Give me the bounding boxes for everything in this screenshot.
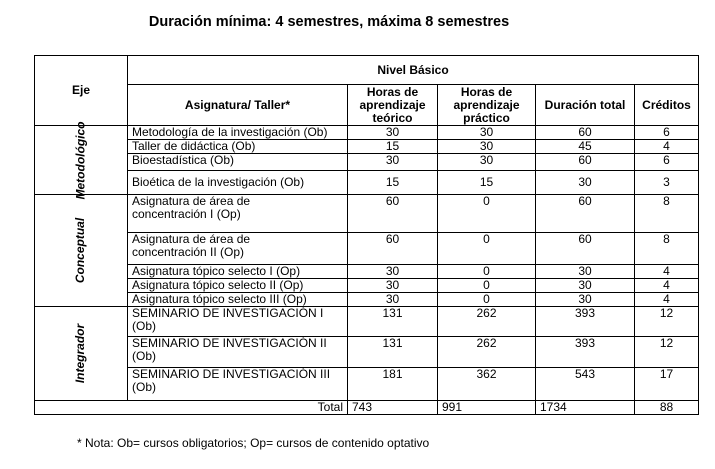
level-header: Nivel Básico <box>128 56 699 85</box>
eje-label: Conceptual <box>73 217 88 284</box>
table-row <box>35 233 699 265</box>
table-row <box>35 307 699 337</box>
table-row <box>35 279 699 293</box>
duration-cell: 393 <box>536 307 635 337</box>
theory-cell: 30 <box>348 279 438 293</box>
duration-cell: 543 <box>536 368 635 401</box>
duration-cell: 30 <box>536 293 635 307</box>
credits-cell: 4 <box>635 265 699 279</box>
total-row <box>35 401 699 415</box>
theory-cell: 30 <box>348 126 438 140</box>
theory-cell: 30 <box>348 154 438 171</box>
theory-cell: 181 <box>348 368 438 401</box>
theory-cell: 60 <box>348 195 438 233</box>
practice-header: Horas de aprendizaje práctico <box>438 85 536 126</box>
subject-text: SEMINARIO DE INVESTIGACIÓN II (Ob) <box>132 336 327 363</box>
subject-text: Asignatura de área de concentración II (Op) <box>132 232 251 259</box>
credits-cell: 8 <box>635 233 699 265</box>
practice-cell: 0 <box>438 265 536 279</box>
subject-cell: Bioética de la investigación (Ob) <box>128 171 348 195</box>
subject-cell <box>128 307 348 337</box>
practice-cell: 0 <box>438 195 536 233</box>
subject-cell <box>128 368 348 401</box>
table-row <box>35 126 699 140</box>
duration-cell: 60 <box>536 126 635 140</box>
total-theory: 743 <box>348 401 438 415</box>
eje-header: Eje <box>35 56 128 126</box>
subject-cell <box>128 233 348 265</box>
subject-cell: Metodología de la investigación (Ob) <box>128 126 348 140</box>
eje-cell <box>35 195 128 307</box>
subject-text: Asignatura de área de concentración I (Op) <box>132 194 251 221</box>
duration-cell: 60 <box>536 195 635 233</box>
total-practice: 991 <box>438 401 536 415</box>
duration-cell: 30 <box>536 279 635 293</box>
subject-cell <box>128 195 348 233</box>
credits-cell: 4 <box>635 293 699 307</box>
subject-cell: Taller de didáctica (Ob) <box>128 140 348 154</box>
eje-label: Metodológico <box>73 121 88 199</box>
eje-cell <box>35 307 128 401</box>
practice-cell: 362 <box>438 368 536 401</box>
theory-header: Horas de aprendizaje teórico <box>348 85 438 126</box>
table-row <box>35 195 699 233</box>
credits-cell: 6 <box>635 126 699 140</box>
credits-cell: 12 <box>635 307 699 337</box>
practice-cell: 30 <box>438 126 536 140</box>
duration-cell: 30 <box>536 171 635 195</box>
theory-cell: 15 <box>348 171 438 195</box>
practice-cell: 0 <box>438 279 536 293</box>
credits-cell: 4 <box>635 279 699 293</box>
subject-cell: Asignatura tópico selecto III (Op) <box>128 293 348 307</box>
duration-cell: 393 <box>536 337 635 368</box>
practice-cell: 0 <box>438 233 536 265</box>
table-row <box>35 293 699 307</box>
duration-cell: 45 <box>536 140 635 154</box>
subject-cell <box>128 337 348 368</box>
table-row <box>35 140 699 154</box>
credits-cell: 3 <box>635 171 699 195</box>
theory-cell: 15 <box>348 140 438 154</box>
duration-cell: 60 <box>536 233 635 265</box>
total-duration: 1734 <box>536 401 635 415</box>
practice-cell: 262 <box>438 337 536 368</box>
credits-cell: 12 <box>635 337 699 368</box>
credits-cell: 6 <box>635 154 699 171</box>
table-row <box>35 337 699 368</box>
theory-cell: 131 <box>348 337 438 368</box>
total-label: Total <box>35 401 348 415</box>
subject-cell: Bioestadística (Ob) <box>128 154 348 171</box>
credits-cell: 8 <box>635 195 699 233</box>
practice-cell: 15 <box>438 171 536 195</box>
table-row <box>35 368 699 401</box>
theory-cell: 60 <box>348 233 438 265</box>
page-title: Duración mínima: 4 semestres, máxima 8 semestres <box>148 14 510 30</box>
practice-cell: 0 <box>438 293 536 307</box>
total-credits: 88 <box>635 401 699 415</box>
eje-label: Integrador <box>73 323 88 384</box>
table-row <box>35 171 699 195</box>
subject-header: Asignatura/ Taller* <box>128 85 348 126</box>
footnote: * Nota: Ob= cursos obligatorios; Op= cursos de contenido optativo <box>77 436 430 450</box>
practice-cell: 30 <box>438 154 536 171</box>
subject-text: SEMINARIO DE INVESTIGACIÓN III (Ob) <box>132 367 331 394</box>
table-row <box>35 265 699 279</box>
credits-cell: 4 <box>635 140 699 154</box>
curriculum-table <box>34 55 699 415</box>
subject-cell: Asignatura tópico selecto I (Op) <box>128 265 348 279</box>
theory-cell: 30 <box>348 293 438 307</box>
subject-cell: Asignatura tópico selecto II (Op) <box>128 279 348 293</box>
subject-text: SEMINARIO DE INVESTIGACIÓN I (Ob) <box>132 306 324 333</box>
credits-header: Créditos <box>635 85 699 126</box>
duration-cell: 60 <box>536 154 635 171</box>
duration-header: Duración total <box>536 85 635 126</box>
theory-cell: 131 <box>348 307 438 337</box>
table-row <box>35 154 699 171</box>
practice-cell: 262 <box>438 307 536 337</box>
practice-cell: 30 <box>438 140 536 154</box>
eje-cell <box>35 121 128 199</box>
theory-cell: 30 <box>348 265 438 279</box>
duration-cell: 30 <box>536 265 635 279</box>
credits-cell: 17 <box>635 368 699 401</box>
